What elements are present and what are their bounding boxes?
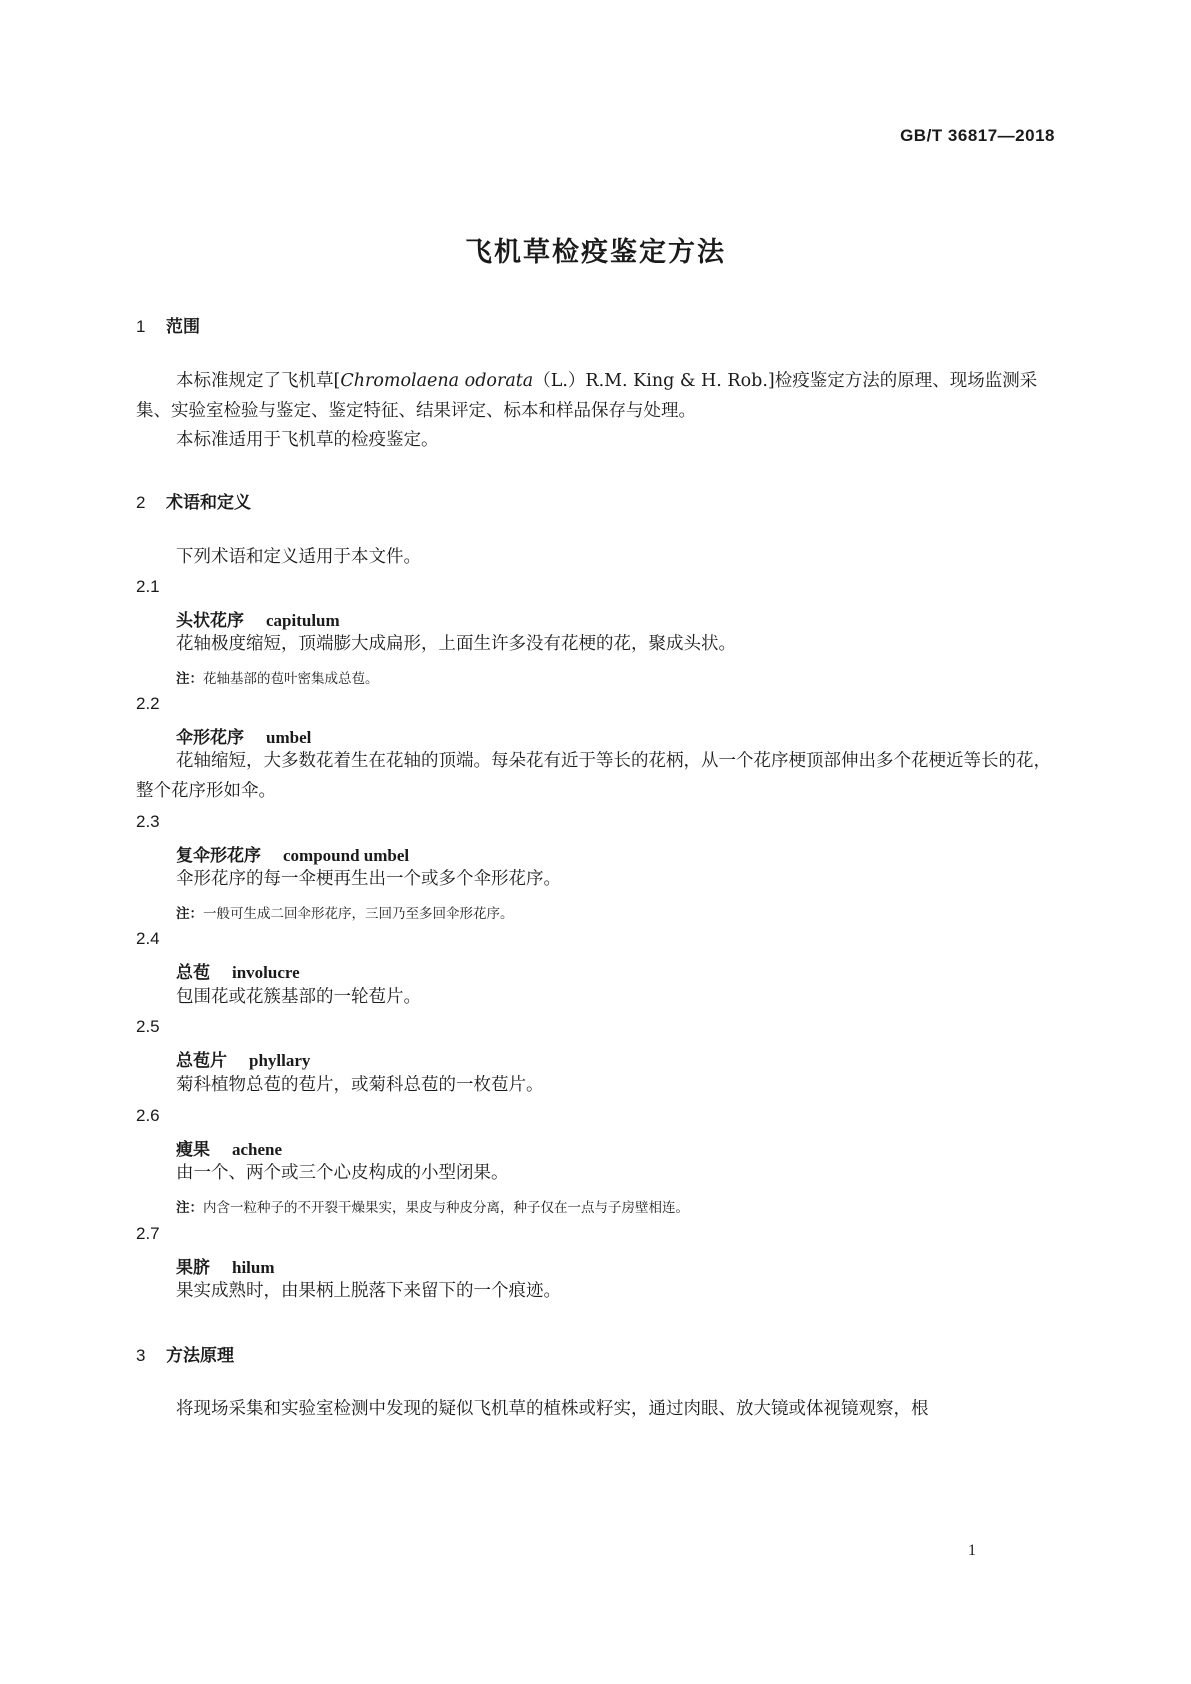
term-en: capitulum: [266, 611, 340, 630]
scope-paragraph-2: 本标准适用于飞机草的检疫鉴定。: [176, 430, 439, 450]
principle-paragraph: 将现场采集和实验室检测中发现的疑似飞机草的植株或籽实，通过肉眼、放大镜或体视镜观察，根: [176, 1399, 929, 1419]
clause-number: 2.1: [136, 577, 160, 596]
term-zh: 伞形花序: [176, 728, 244, 748]
section-title: 方法原理: [166, 1346, 234, 1366]
term-heading: [176, 1253, 275, 1278]
term-en: achene: [232, 1140, 283, 1159]
term-en: involucre: [232, 963, 300, 982]
term-heading: [176, 1135, 282, 1160]
terms-intro: 下列术语和定义适用于本文件。: [176, 547, 421, 567]
term-definition: 果实成熟时，由果柄上脱落下来留下的一个痕迹。: [176, 1281, 561, 1301]
clause-number: 2.3: [136, 812, 160, 831]
term-heading: [176, 958, 300, 983]
standard-number: GB/T 36817—2018: [900, 126, 1055, 145]
term-definition: 菊科植物总苞的苞片，或菊科总苞的一枚苞片。: [176, 1075, 544, 1095]
term-zh: 总苞片: [176, 1051, 227, 1071]
term-en: phyllary: [249, 1051, 311, 1070]
note-label: 注：: [176, 906, 203, 922]
page-number: 1: [968, 1542, 976, 1559]
term-zh: 果脐: [176, 1258, 210, 1278]
section-3-heading: [136, 1341, 234, 1366]
term-definition: 花轴极度缩短，顶端膨大成扁形，上面生许多没有花梗的花，聚成头状。: [176, 634, 736, 654]
clause-number: 2.5: [136, 1017, 160, 1036]
term-zh: 头状花序: [176, 611, 244, 631]
note-text: 一般可生成二回伞形花序，三回乃至多回伞形花序。: [203, 906, 514, 922]
section-number: 1: [136, 317, 146, 336]
term-definition: 花轴缩短，大多数花着生在花轴的顶端。每朵花有近于等长的花柄，从一个花序梗顶部伸出多个花梗近等长的花，整个花序形如伞。: [136, 751, 1051, 801]
term-heading: [176, 606, 340, 631]
term-zh: 总苞: [176, 963, 210, 983]
scientific-name: Chromolaena odorata: [340, 371, 534, 391]
scope-text-post: （L.）R.M. King & H. Rob.]检疫鉴定方法的原理、现场监测采集、实验室检验与鉴定、鉴定特征、结果评定、标本和样品保存与处理。: [136, 371, 1038, 421]
term-heading: [176, 1046, 310, 1071]
term-en: hilum: [232, 1258, 275, 1277]
term-note: [176, 667, 379, 687]
document-title: 飞机草检疫鉴定方法: [465, 237, 726, 268]
section-1-heading: [136, 312, 200, 337]
clause-number: 2.6: [136, 1106, 160, 1125]
section-number: 2: [136, 493, 146, 512]
term-definition: 包围花或花簇基部的一轮苞片。: [176, 987, 421, 1007]
term-definition: 伞形花序的每一伞梗再生出一个或多个伞形花序。: [176, 869, 561, 889]
section-number: 3: [136, 1346, 146, 1365]
term-zh: 复伞形花序: [176, 846, 261, 866]
scope-text-pre: 本标准规定了飞机草[: [176, 371, 341, 391]
term-heading: [176, 841, 409, 866]
section-title: 范围: [166, 317, 200, 337]
term-note: [176, 1196, 689, 1216]
clause-number: 2.4: [136, 929, 160, 948]
note-text: 花轴基部的苞叶密集成总苞。: [203, 671, 379, 687]
term-heading: [176, 723, 311, 748]
note-label: 注：: [176, 1200, 203, 1216]
clause-number: 2.7: [136, 1224, 160, 1243]
term-en: compound umbel: [283, 846, 410, 865]
term-zh: 瘦果: [176, 1140, 210, 1160]
term-definition: 由一个、两个或三个心皮构成的小型闭果。: [176, 1163, 509, 1183]
clause-number: 2.2: [136, 694, 160, 713]
term-en: umbel: [266, 728, 312, 747]
term-note: [176, 902, 514, 922]
scope-paragraph-1: [136, 366, 1056, 426]
note-label: 注：: [176, 671, 203, 687]
note-text: 内含一粒种子的不开裂干燥果实，果皮与种皮分离，种子仅在一点与子房壁相连。: [203, 1200, 689, 1216]
section-2-heading: [136, 488, 251, 513]
section-title: 术语和定义: [166, 493, 251, 513]
